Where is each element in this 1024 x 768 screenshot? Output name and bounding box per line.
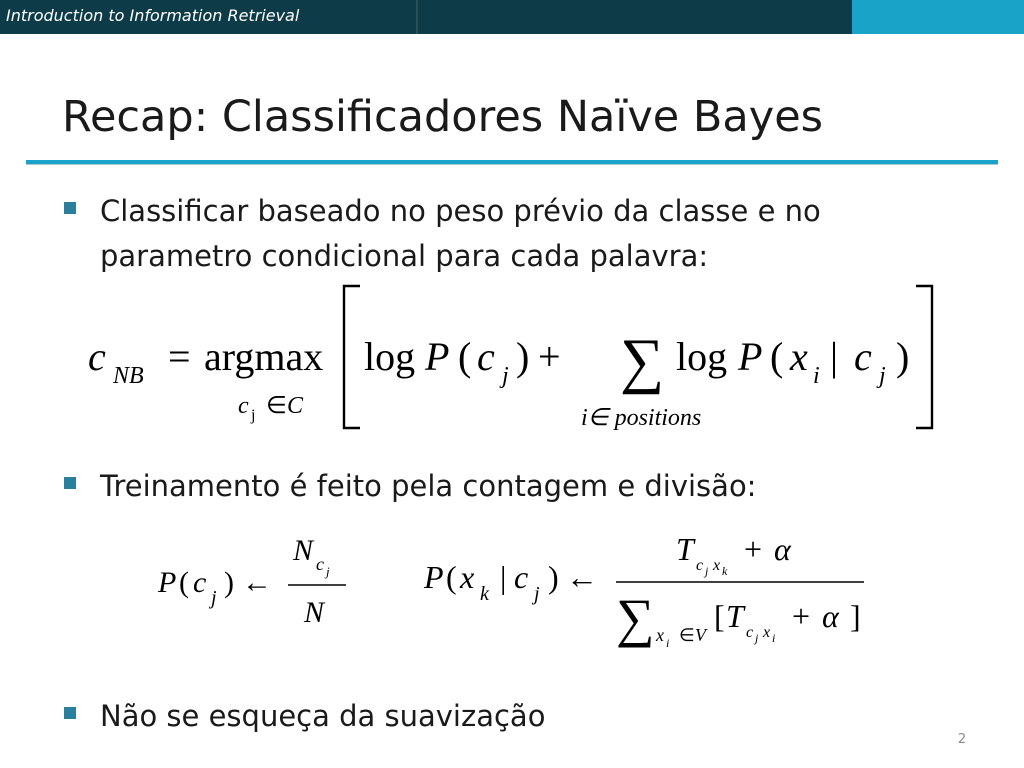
formula-symbol: V: [695, 625, 706, 645]
formula-subscript: j: [326, 564, 330, 579]
formula-subscript: c: [316, 554, 324, 574]
sum-symbol: ∑: [620, 327, 665, 395]
formula-paren: ): [896, 334, 910, 379]
sum-symbol: ∑: [616, 588, 655, 648]
formula-subscript: i: [666, 636, 670, 650]
formula-symbol: C: [287, 393, 304, 419]
left-bracket: [344, 286, 360, 428]
formula-symbol: N: [293, 534, 314, 567]
formula-bracket: [: [714, 598, 725, 634]
formula-operator: +: [792, 598, 811, 634]
title-underline-shadow: [26, 164, 998, 165]
formula-subscript: i: [772, 631, 776, 645]
classifier-formula-svg: [80, 280, 950, 440]
slide-title: Recap: Classificadores Naïve Bayes: [62, 92, 824, 142]
formula-symbol: c: [514, 559, 529, 595]
page-number: 2: [957, 732, 967, 747]
header-divider: [416, 0, 418, 34]
formula-subscript: i: [813, 363, 820, 389]
bullet-marker: [64, 477, 76, 489]
formula-symbol: c: [88, 334, 106, 379]
formula-arrow: ←: [566, 559, 598, 595]
classifier-formula: [80, 280, 950, 445]
bullet-text: Treinamento é feito pela contagem e divisão:: [100, 469, 757, 503]
formula-subscript: j: [211, 587, 217, 609]
formula-symbol: x: [790, 334, 808, 379]
prior-formula-svg: [150, 530, 370, 640]
formula-paren: ): [224, 566, 234, 599]
formula-subscript: i∈ positions: [581, 405, 702, 431]
formula-subscript: j: [705, 564, 709, 578]
formula-symbol: P: [158, 566, 177, 599]
formula-subscript: k: [480, 583, 489, 605]
formula-operator: |: [500, 559, 507, 595]
formula-function: argmax: [204, 334, 324, 379]
formula-symbol: α: [822, 598, 839, 634]
formula-symbol: α: [774, 531, 791, 567]
likelihood-formula-svg: [418, 524, 878, 664]
formula-bracket: ]: [850, 598, 861, 634]
formula-paren: ): [548, 559, 559, 595]
formula-symbol: P: [425, 334, 450, 379]
formula-subscript: j: [534, 583, 540, 605]
bullet-text: Classificar baseado no peso prévio da classe e no parametro condicional para cada palavra:: [100, 194, 821, 273]
formula-paren: (: [458, 334, 472, 379]
formula-paren: (: [179, 566, 189, 599]
bullet-marker: [64, 202, 76, 214]
prior-formula: [150, 530, 370, 645]
formula-symbol: P: [424, 559, 444, 595]
header-accent: [852, 0, 1024, 34]
formula-operator: +: [744, 531, 763, 567]
formula-symbol: T: [726, 598, 744, 634]
likelihood-formula: [418, 524, 878, 669]
formula-subscript: j: [502, 363, 509, 389]
formula-arrow: ←: [242, 566, 272, 599]
formula-subscript: j: [251, 407, 256, 424]
formula-subscript: j: [879, 363, 886, 389]
formula-function: log: [364, 334, 416, 379]
bullet-text: Não se esqueça da suavização: [100, 699, 546, 733]
formula-symbol: x: [460, 559, 475, 595]
formula-operator: ∈: [679, 625, 695, 645]
formula-subscript: c: [746, 624, 754, 641]
bullet-marker: [64, 707, 76, 719]
formula-operator: +: [538, 334, 561, 379]
formula-subscript: j: [755, 631, 759, 645]
formula-symbol: P: [738, 334, 763, 379]
formula-symbol: T: [676, 531, 694, 567]
formula-operator: |: [830, 334, 839, 379]
course-title: Introduction to Information Retrieval: [6, 6, 300, 25]
formula-symbol: c: [193, 566, 207, 599]
formula-subscript: c: [696, 557, 704, 574]
formula-paren: (: [770, 334, 784, 379]
header-bar: [0, 0, 1024, 34]
formula-subscript: x: [713, 557, 721, 574]
formula-subscript: k: [722, 564, 728, 578]
formula-symbol: c: [477, 334, 495, 379]
formula-subscript: c: [238, 393, 249, 419]
formula-symbol: c: [854, 334, 872, 379]
formula-subscript: NB: [113, 363, 144, 389]
formula-operator: ∈: [266, 393, 287, 419]
formula-subscript: x: [656, 625, 664, 645]
formula-function: log: [676, 334, 728, 379]
formula-operator: =: [168, 334, 191, 379]
right-bracket: [916, 286, 932, 428]
formula-paren: ): [516, 334, 530, 379]
formula-symbol: N: [304, 596, 325, 629]
formula-paren: (: [446, 559, 457, 595]
formula-subscript: x: [763, 624, 771, 641]
